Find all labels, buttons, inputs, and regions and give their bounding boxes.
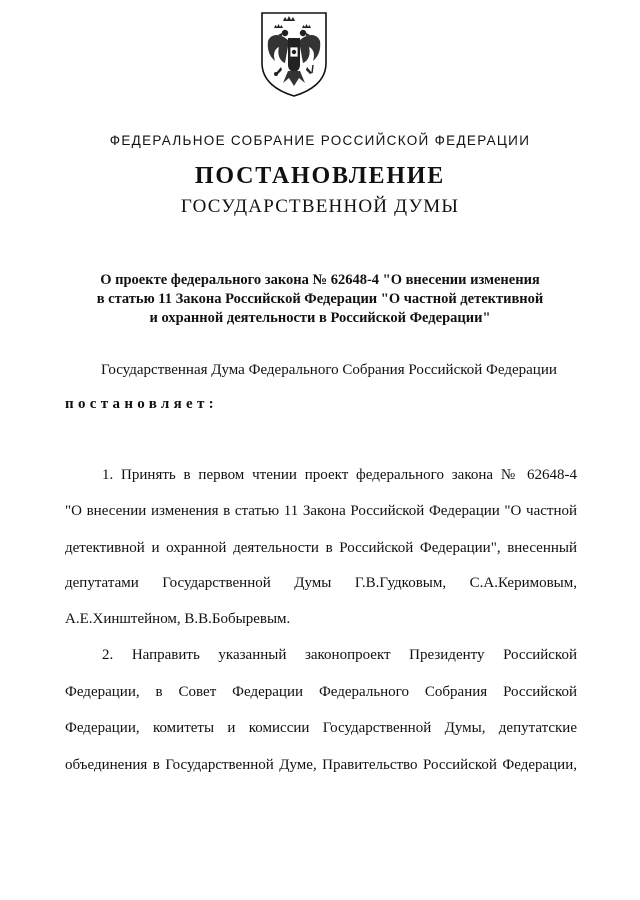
subject-line: О проекте федерального закона № 62648-4 "О внесении изменения	[100, 272, 540, 288]
subject-line: в статью 11 Закона Российской Федерации "О частной детективной	[96, 291, 544, 307]
clause-2-line: Федерации, комитеты и комиссии Государственной Думы, депутатские	[65, 720, 577, 736]
coat-of-arms-icon	[259, 11, 329, 97]
resolution-verb: постановляет:	[65, 396, 218, 412]
clause-1-line: 1. Принять в первом чтении проект федерального закона № 62648-4	[102, 467, 577, 483]
clause-1-line: детективной и охранной деятельности в Российской Федерации", внесенный	[65, 540, 577, 556]
clause-2-line: Федерации, в Совет Федерации Федерального Собрания Российской	[65, 684, 577, 700]
clause-1-line: А.Е.Хинштейном, В.В.Бобыревым.	[65, 611, 291, 627]
issuer-subtitle: ГОСУДАРСТВЕННОЙ ДУМЫ	[180, 196, 460, 217]
document-type-title: ПОСТАНОВЛЕНИЕ	[194, 163, 446, 189]
subject-line: и охранной деятельности в Российской Федерации"	[149, 310, 491, 326]
clause-2-line: 2. Направить указанный законопроект Президенту Российской	[102, 647, 577, 663]
clause-1-line: депутатами Государственной Думы Г.В.Гудковым, С.А.Керимовым,	[65, 575, 577, 591]
preamble-text: Государственная Дума Федерального Собрания Российской Федерации	[101, 362, 557, 378]
clause-1-line: "О внесении изменения в статью 11 Закона Российской Федерации "О частной	[65, 503, 577, 519]
assembly-heading: ФЕДЕРАЛЬНОЕ СОБРАНИЕ РОССИЙСКОЙ ФЕДЕРАЦИИ	[109, 133, 531, 148]
clause-2-line: объединения в Государственной Думе, Правительство Российской Федерации,	[65, 757, 577, 773]
resolution-subject	[60, 271, 580, 328]
